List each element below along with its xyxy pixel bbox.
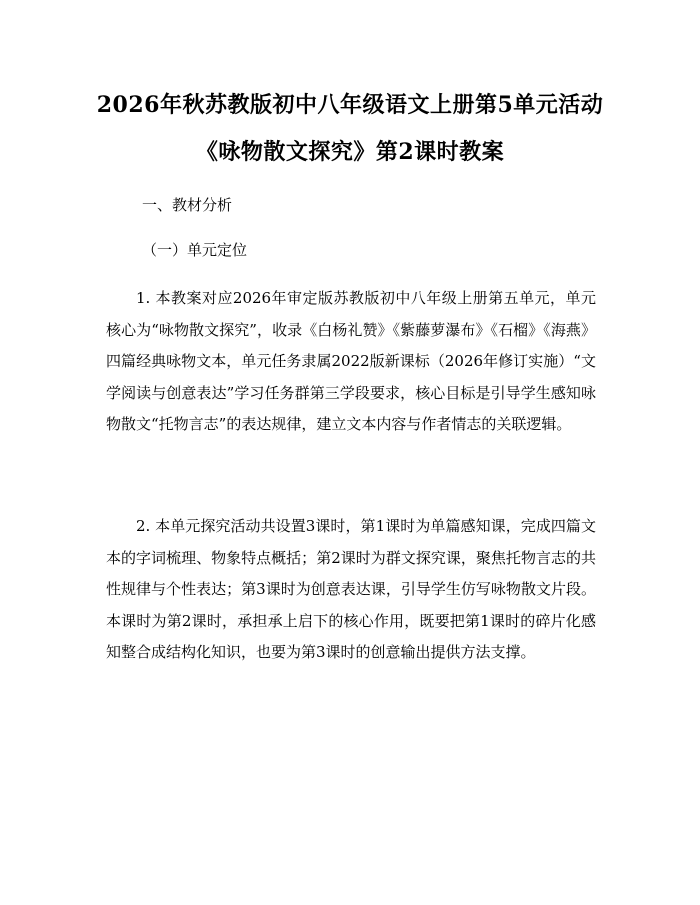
document-title: 2026年秋苏教版初中八年级语文上册第5单元活动《咏物散文探究》第2课时教案 <box>96 92 604 165</box>
paragraph-2: 2. 本单元探究活动共设置3课时，第1课时为单篇感知课，完成四篇文本的字词梳理、物象特点概括；第2课时为群文探究课，聚焦托物言志的共性规律与个性表达；第3课时为创意表达课，引导学生仿写咏物散文片段。本课时为第2课时，承担承上启下的核心作用，既要把第1课时的碎片化感知整合成结构化知识，也要为第3课时的创意输出提供方法支撑。 <box>106 517 596 661</box>
section-heading: 一、教材分析 <box>142 196 233 214</box>
paragraph-1: 1. 本教案对应2026年审定版苏教版初中八年级上册第五单元，单元核心为“咏物散文探究”，收录《白杨礼赞》《紫藤萝瀑布》《石榴》《海燕》四篇经典咏物文本，单元任务隶属2022版新课标（2026年修订实施）“文学阅读与创意表达”学习任务群第三学段要求，核心目标是引导学生感知咏物散文“托物言志”的表达规律，建立文本内容与作者情志的关联逻辑。 <box>106 289 596 433</box>
subsection-heading: （一）单元定位 <box>142 241 248 259</box>
